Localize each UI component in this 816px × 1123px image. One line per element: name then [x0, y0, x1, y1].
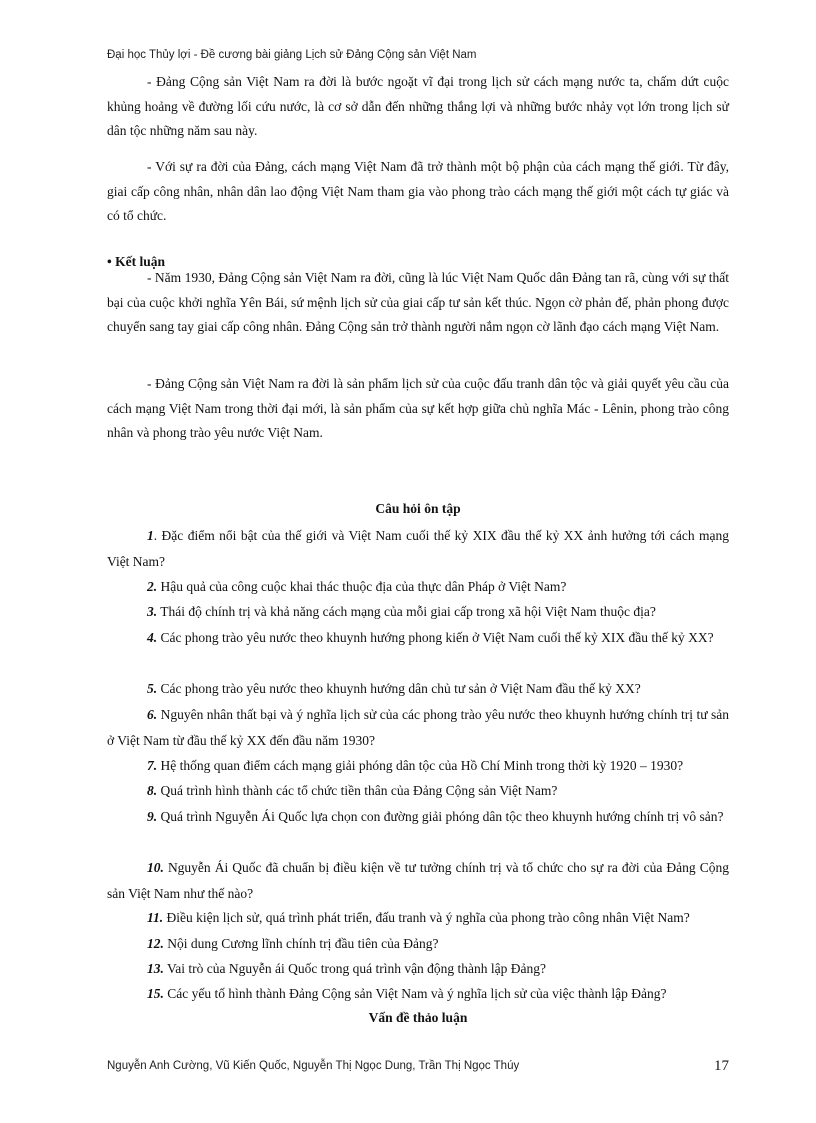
- question-text: Quá trình hình thành các tổ chức tiền thân của Đảng Cộng sản Việt Nam?: [157, 783, 558, 798]
- question-text: Điều kiện lịch sử, quá trình phát triển, đấu tranh và ý nghĩa của phong trào công nhân Việt Nam?: [163, 910, 690, 925]
- question-number: 4.: [147, 630, 158, 645]
- review-question-15: [107, 981, 729, 1007]
- question-text: Quá trình Nguyễn Ái Quốc lựa chọn con đường giải phóng dân tộc theo khuynh hướng chính trị vô sản?: [157, 809, 724, 824]
- review-question-7: [107, 753, 729, 779]
- question-number: 15.: [147, 986, 164, 1001]
- intro-paragraph-2: - Với sự ra đời của Đảng, cách mạng Việt Nam đã trở thành một bộ phận của cách mạng thế giới. Từ đây, giai cấp công nhân, nhân dân lao động Việt Nam tham gia vào phong trào cách mạng thế giới một cách tự giác và có tổ chức.: [107, 159, 729, 223]
- review-title: Câu hỏi ôn tập: [375, 501, 461, 516]
- question-number: 2.: [147, 579, 158, 594]
- discussion-title: Vấn đề thảo luận: [368, 1010, 468, 1025]
- question-text: Nội dung Cương lĩnh chính trị đầu tiên của Đảng?: [163, 936, 439, 951]
- question-number: 13.: [147, 961, 164, 976]
- question-number: 5.: [147, 681, 158, 696]
- question-number: 12.: [147, 936, 164, 951]
- review-question-11: [107, 905, 729, 931]
- question-number: 3.: [147, 604, 158, 619]
- question-number: 11.: [147, 910, 164, 925]
- question-text: Các phong trào yêu nước theo khuynh hướng phong kiến ở Việt Nam cuối thế kỷ XIX đầu thế kỷ XX?: [157, 630, 714, 645]
- question-text: Thái độ chính trị và khả năng cách mạng của mỗi giai cấp trong xã hội Việt Nam thuộc địa?: [157, 604, 656, 619]
- review-question-8: [107, 778, 729, 804]
- question-number: 10.: [147, 860, 164, 875]
- review-question-9: [107, 804, 729, 830]
- question-number: 8.: [147, 783, 158, 798]
- intro-paragraph-1: - Đảng Cộng sản Việt Nam ra đời là bước ngoặt vĩ đại trong lịch sử cách mạng nước ta, chấm dứt cuộc khủng hoảng về đường lối cứu nước, là cơ sở dẫn đến những thắng lợi và những bước nhảy vọt lớn trong lịch sử dân tộc những năm sau này.: [107, 74, 729, 138]
- review-question-13: [107, 956, 729, 982]
- question-text: Hậu quả của công cuộc khai thác thuộc địa của thực dân Pháp ở Việt Nam?: [157, 579, 567, 594]
- review-question-10: [107, 855, 729, 907]
- page-header: Đại học Thủy lợi - Đề cương bài giảng Lịch sử Đảng Cộng sản Việt Nam: [107, 49, 477, 61]
- review-question-1: [107, 523, 729, 575]
- question-text: Vai trò của Nguyễn ái Quốc trong quá trình vận động thành lập Đảng?: [163, 961, 547, 976]
- review-question-4: [107, 625, 729, 651]
- footer-authors: Nguyễn Anh Cường, Vũ Kiến Quốc, Nguyễn Thị Ngọc Dung, Trần Thị Ngọc Thúy: [107, 1060, 520, 1072]
- review-question-5: [107, 676, 729, 702]
- review-question-3: [107, 599, 729, 625]
- conclusion-paragraph-1: - Năm 1930, Đảng Cộng sản Việt Nam ra đời, cũng là lúc Việt Nam Quốc dân Đảng tan rã, cùng với sự thất bại của cuộc khởi nghĩa Yên Bái, sứ mệnh lịch sử của giai cấp tư sản kết thúc. Ngọn cờ phản đế, phản phong được chuyển sang tay giai cấp công nhân. Đảng Cộng sản trở thành người nắm ngọn cờ lãnh đạo cách mạng Việt Nam.: [107, 270, 729, 334]
- question-text: Nguyễn Ái Quốc đã chuẩn bị điều kiện về tư tưởng chính trị và tổ chức cho sự ra đời của Đảng Cộng sản Việt Nam như thế nào?: [107, 860, 729, 901]
- page-number: 17: [714, 1058, 729, 1074]
- conclusion-heading: • Kết luận: [107, 254, 165, 269]
- question-text: Hệ thống quan điểm cách mạng giải phóng dân tộc của Hồ Chí Minh trong thời kỳ 1920 – 1930?: [157, 758, 684, 773]
- review-question-2: [107, 574, 729, 600]
- question-number: 9.: [147, 809, 158, 824]
- question-text: . Đặc điểm nổi bật của thế giới và Việt Nam cuối thế kỷ XIX đầu thế kỷ XX ảnh hưởng tới cách mạng Việt Nam?: [107, 528, 729, 569]
- question-text: Nguyên nhân thất bại và ý nghĩa lịch sử của các phong trào yêu nước theo khuynh hướng chính trị tư sản ở Việt Nam từ đầu thế kỷ XX đến đầu năm 1930?: [107, 707, 729, 748]
- question-number: 6.: [147, 707, 158, 722]
- review-question-6: [107, 702, 729, 754]
- question-number: 1: [147, 528, 154, 543]
- question-text: Các yếu tố hình thành Đảng Cộng sản Việt Nam và ý nghĩa lịch sử của việc thành lập Đảng?: [163, 986, 667, 1001]
- question-text: Các phong trào yêu nước theo khuynh hướng dân chủ tư sản ở Việt Nam đầu thế kỷ XX?: [157, 681, 641, 696]
- question-number: 7.: [147, 758, 158, 773]
- conclusion-paragraph-2: - Đảng Cộng sản Việt Nam ra đời là sản phẩm lịch sử của cuộc đấu tranh dân tộc và giải quyết yêu cầu của cách mạng Việt Nam trong thời đại mới, là sản phẩm của sự kết hợp giữa chủ nghĩa Mác - Lênin, phong trào công nhân và phong trào yêu nước Việt Nam.: [107, 376, 729, 440]
- review-question-12: [107, 931, 729, 957]
